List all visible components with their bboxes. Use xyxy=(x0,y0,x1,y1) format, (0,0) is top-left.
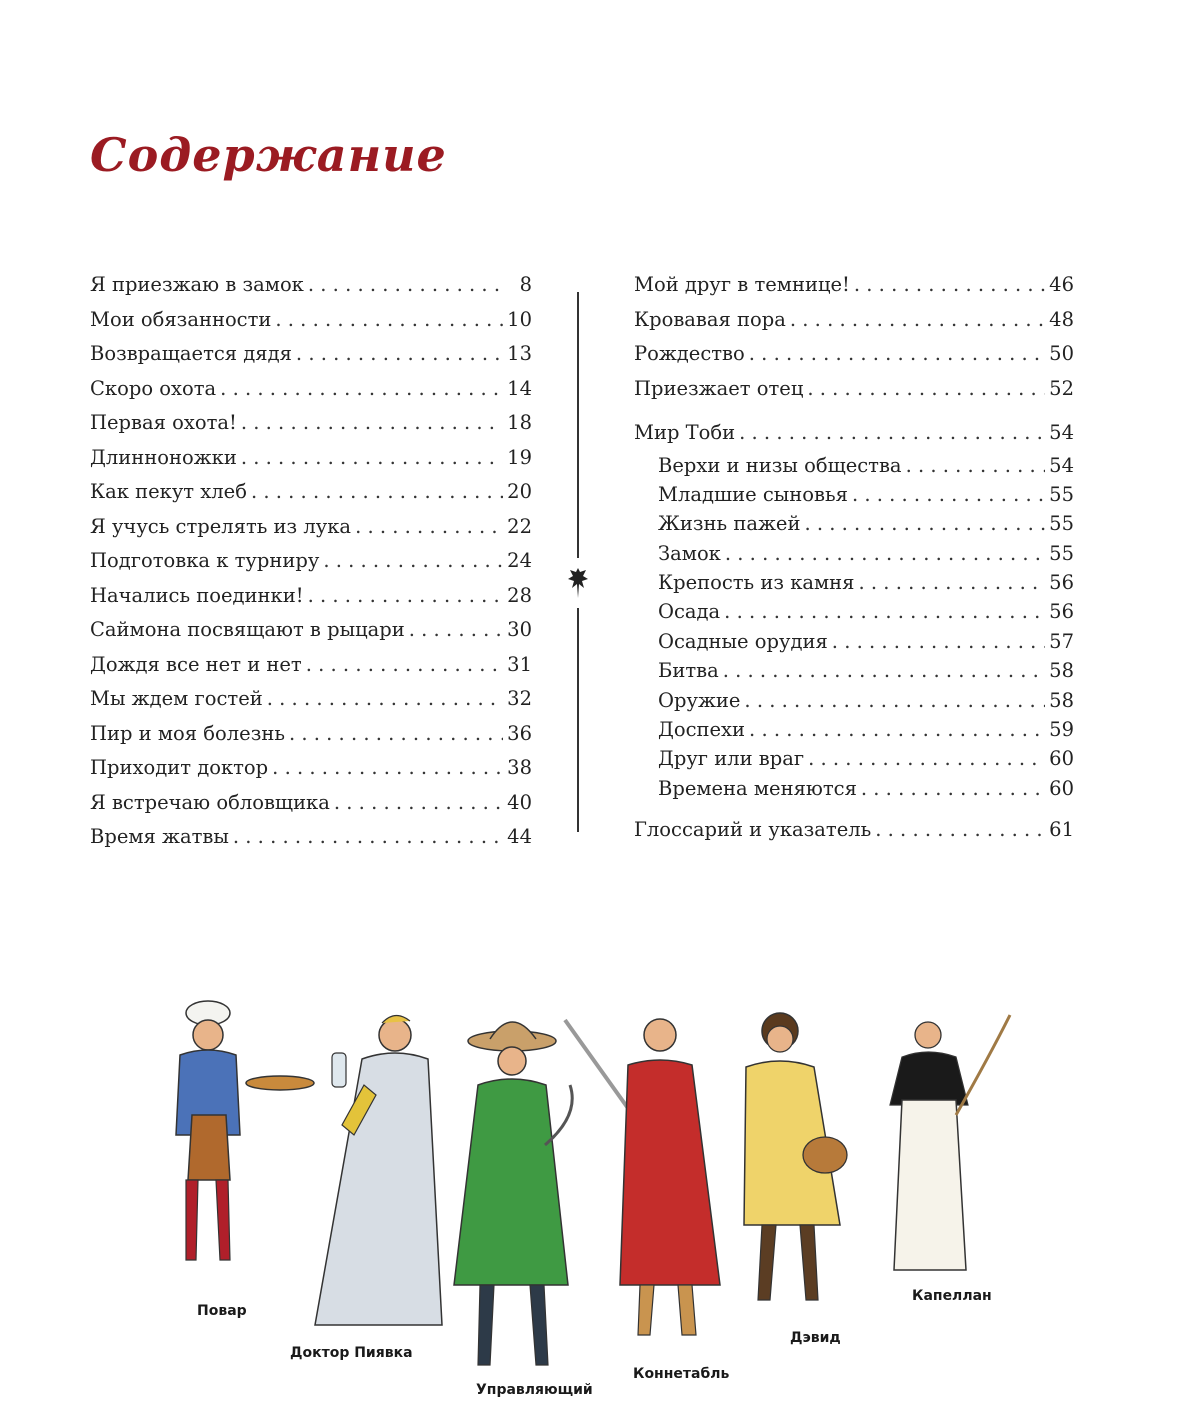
toc-subentry[interactable]: Крепость из камня . . . 56 xyxy=(634,568,1074,597)
toc-entry[interactable]: Я встречаю обловщика . . . 40 xyxy=(90,786,532,821)
toc-entry[interactable]: Пир и моя болезнь . . . 36 xyxy=(90,717,532,752)
toc-subentry[interactable]: Замок . . . 55 xyxy=(634,539,1074,568)
toc-entry[interactable]: Приезжает отец . . . 52 xyxy=(634,372,1074,407)
toc-subentry[interactable]: Верхи и низы общества . . . 54 xyxy=(634,451,1074,480)
toc-entry-world[interactable]: Мир Тоби . . . 54 xyxy=(634,416,1074,451)
characters-illustration xyxy=(150,995,1050,1405)
toc-entry[interactable]: Время жатвы . . . 44 xyxy=(90,820,532,855)
toc-entry[interactable]: Мы ждем гостей . . . 32 xyxy=(90,682,532,717)
toc-entry[interactable]: Начались поединки! . . . 28 xyxy=(90,579,532,614)
david-figure xyxy=(744,1013,847,1300)
toc-right-column xyxy=(634,268,1074,848)
cook-figure xyxy=(176,1001,314,1260)
toc-entry[interactable]: Приходит доктор . . . 38 xyxy=(90,751,532,786)
toc-subentry[interactable]: Младшие сыновья . . . 55 xyxy=(634,480,1074,509)
caption-constable: Коннетабль xyxy=(633,1366,730,1382)
toc-entry[interactable]: Мой друг в темнице! . . . 46 xyxy=(634,268,1074,303)
toc-entry[interactable]: Я приезжаю в замок . . . 8 xyxy=(90,268,532,303)
constable-figure xyxy=(565,1019,720,1335)
toc-entry[interactable]: Дождя все нет и нет . . . 31 xyxy=(90,648,532,683)
toc-left-column xyxy=(90,268,532,855)
toc-subentry[interactable]: Битва . . . 58 xyxy=(634,656,1074,685)
caption-steward: Управляющий xyxy=(476,1382,593,1398)
toc-subentry[interactable]: Времена меняются . . . 60 xyxy=(634,774,1074,803)
toc-entry[interactable]: Длинноножки . . . 19 xyxy=(90,441,532,476)
column-divider-top xyxy=(577,292,579,558)
caption-doctor: Доктор Пиявка xyxy=(290,1345,413,1361)
toc-entry[interactable]: Возвращается дядя . . . 13 xyxy=(90,337,532,372)
toc-subentry[interactable]: Друг или враг . . . 60 xyxy=(634,744,1074,773)
toc-entry-glossary[interactable]: Глоссарий и указатель . . . 61 xyxy=(634,813,1074,848)
page-title: Содержание xyxy=(90,128,447,182)
toc-entry[interactable]: Кровавая пора . . . 48 xyxy=(634,303,1074,338)
toc-entry[interactable]: Саймона посвящают в рыцари . . . 30 xyxy=(90,613,532,648)
doctor-figure xyxy=(315,1015,442,1325)
toc-subentry[interactable]: Осада . . . 56 xyxy=(634,597,1074,626)
caption-chaplain: Капеллан xyxy=(912,1288,992,1304)
toc-subentry[interactable]: Осадные орудия . . . 57 xyxy=(634,627,1074,656)
toc-entry[interactable]: Я учусь стрелять из лука . . . 22 xyxy=(90,510,532,545)
toc-entry[interactable]: Рождество . . . 50 xyxy=(634,337,1074,372)
toc-entry[interactable]: Подготовка к турниру . . . 24 xyxy=(90,544,532,579)
steward-figure xyxy=(454,1022,572,1365)
toc-subentry[interactable]: Жизнь пажей . . . 55 xyxy=(634,509,1074,538)
toc-entry[interactable]: Первая охота! . . . 18 xyxy=(90,406,532,441)
toc-subentry[interactable]: Оружие . . . 58 xyxy=(634,686,1074,715)
caption-david: Дэвид xyxy=(790,1330,841,1346)
heraldic-ornament-icon xyxy=(566,566,590,600)
toc-entry[interactable]: Мои обязанности . . . 10 xyxy=(90,303,532,338)
caption-cook: Повар xyxy=(197,1303,247,1319)
toc-entry[interactable]: Скоро охота . . . 14 xyxy=(90,372,532,407)
toc-subentry[interactable]: Доспехи . . . 59 xyxy=(634,715,1074,744)
toc-entry[interactable]: Как пекут хлеб . . . 20 xyxy=(90,475,532,510)
column-divider-bottom xyxy=(577,608,579,832)
chaplain-figure xyxy=(890,1015,1010,1270)
